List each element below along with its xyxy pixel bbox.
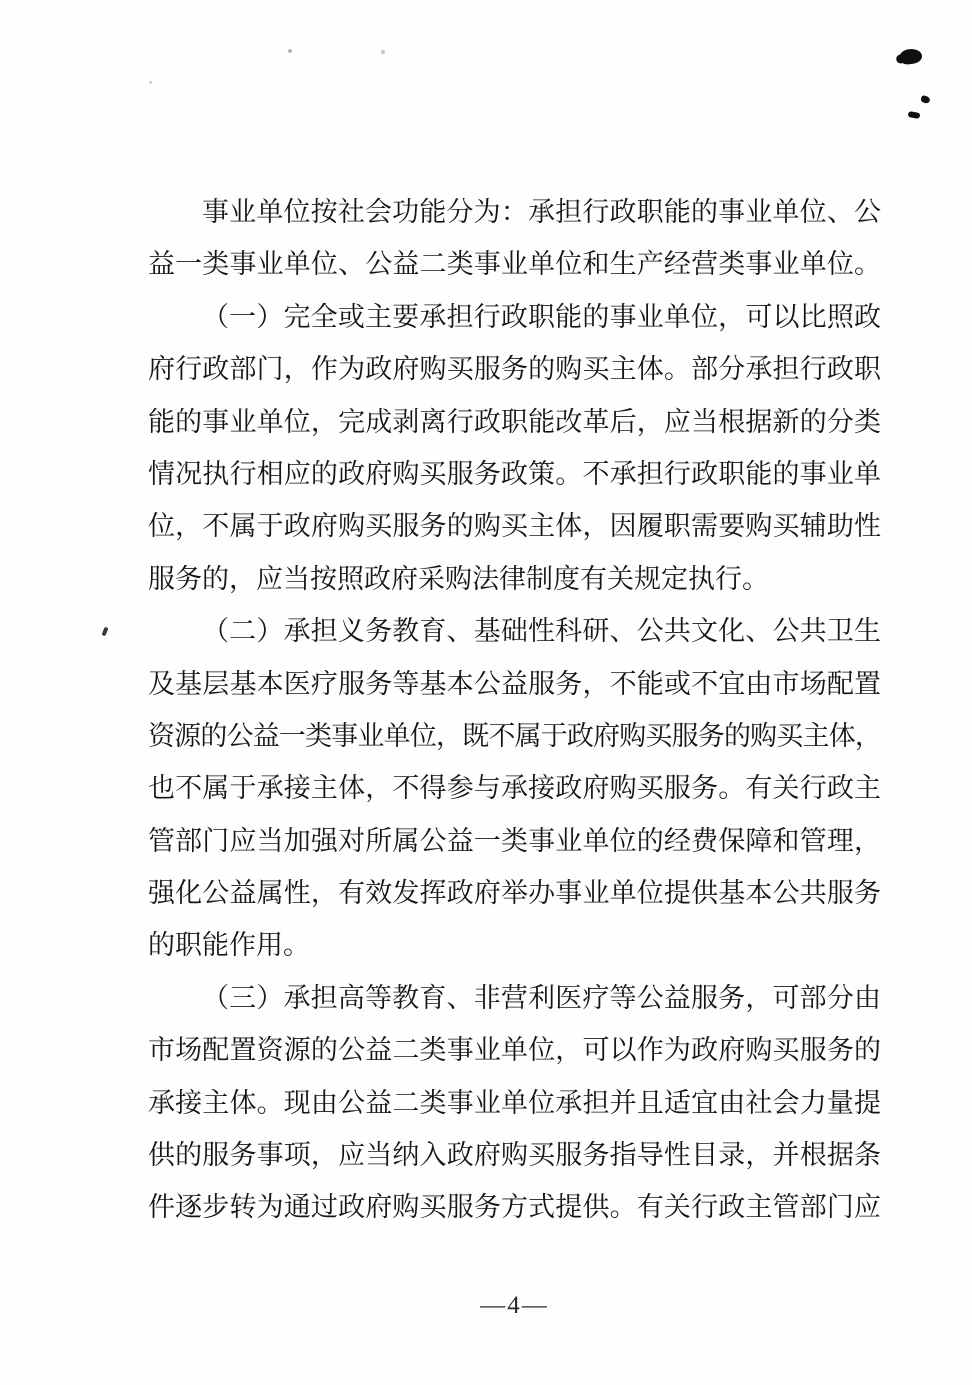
ink-speck: [899, 48, 923, 66]
text-line: 供的服务事项，应当纳入政府购买服务指导性目录，并根据条: [148, 1140, 881, 1171]
page-number: —4—: [480, 1292, 549, 1319]
text-line: 位，不属于政府购买服务的购买主体，因履职需要购买辅助性: [148, 511, 881, 542]
text-line: 府行政部门，作为政府购买服务的购买主体。部分承担行政职: [148, 354, 881, 385]
text-line: 资源的公益一类事业单位，既不属于政府购买服务的购买主体，: [148, 720, 881, 751]
text-line: 益一类事业单位、公益二类事业单位和生产经营类事业单位。: [148, 249, 881, 280]
text-line: 件逐步转为通过政府购买服务方式提供。有关行政主管部门应: [148, 1192, 881, 1223]
text-line: 的职能作用。: [148, 930, 310, 961]
text-line: 管部门应当加强对所属公益一类事业单位的经费保障和管理，: [148, 825, 881, 856]
text-line: 强化公益属性，有效发挥政府举办事业单位提供基本公共服务: [148, 878, 881, 909]
text-line: 服务的，应当按照政府采购法律制度有关规定执行。: [148, 563, 769, 594]
ink-speck: [101, 627, 108, 637]
text-line: 及基层基本医疗服务等基本公益服务，不能或不宜由市场配置: [148, 668, 881, 699]
text-line: 承接主体。现由公益二类事业单位承担并且适宜由社会力量提: [148, 1087, 881, 1118]
text-line: 也不属于承接主体，不得参与承接政府购买服务。有关行政主: [148, 773, 881, 804]
ink-speck: [920, 95, 931, 104]
ink-speck: [288, 49, 292, 53]
ink-speck: [908, 111, 921, 119]
ink-speck: [381, 50, 385, 54]
text-line: 能的事业单位，完成剥离行政职能改革后，应当根据新的分类: [148, 406, 881, 437]
text-line: 事业单位按社会功能分为：承担行政职能的事业单位、公: [202, 197, 881, 227]
text-line: （三）承担高等教育、非营利医疗等公益服务，可部分由: [202, 982, 881, 1013]
text-line: 情况执行相应的政府购买服务政策。不承担行政职能的事业单: [148, 458, 881, 489]
ink-speck: [149, 81, 152, 84]
text-line: （二）承担义务教育、基础性科研、公共文化、公共卫生: [202, 616, 881, 647]
text-line: （一）完全或主要承担行政职能的事业单位，可以比照政: [202, 301, 881, 332]
text-line: 市场配置资源的公益二类事业单位，可以作为政府购买服务的: [148, 1035, 881, 1066]
document-body: [148, 186, 881, 1234]
